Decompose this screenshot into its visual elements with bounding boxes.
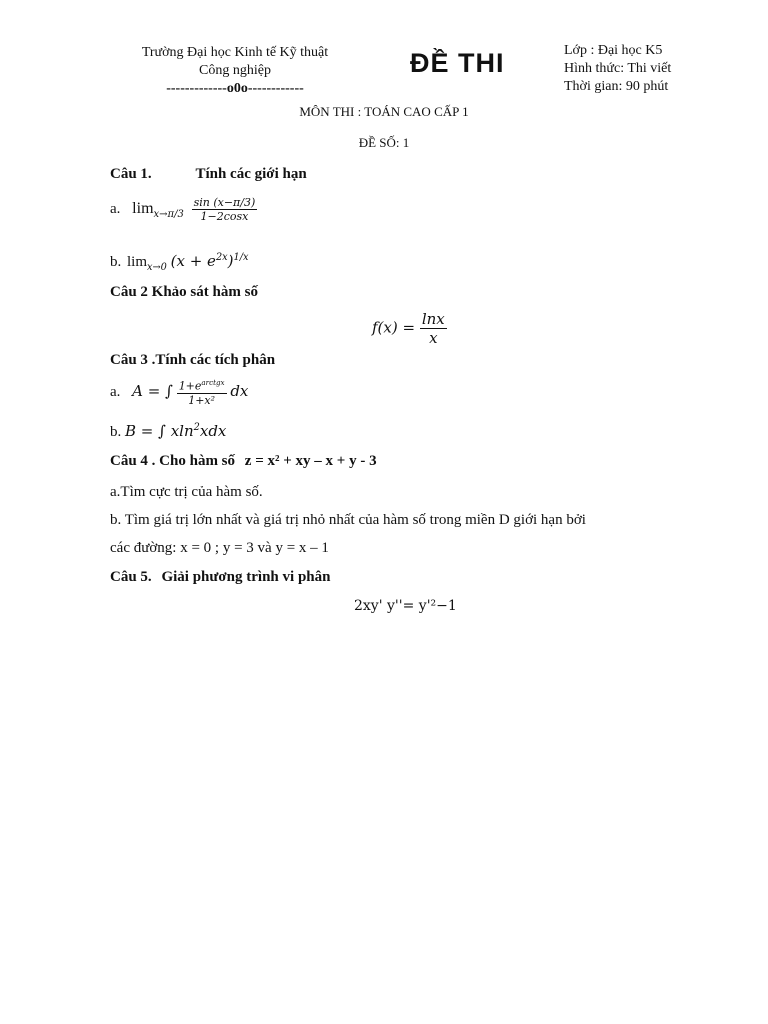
q2-numerator: lnx (421, 310, 445, 328)
exam-meta (564, 42, 671, 96)
q3-b-tail: xdx (199, 422, 227, 440)
school-line-2: Công nghiệp (199, 63, 271, 78)
q4-function: z = x² + xy – x + y - 3 (244, 453, 377, 469)
q3-b-exp: 2 (193, 422, 200, 433)
q2-denominator: x (429, 329, 438, 347)
q1-b-label: b. (110, 254, 122, 270)
q1-b-expr: (x + e (170, 252, 216, 270)
q1-text: Tính các giới hạn (195, 166, 307, 182)
school-name (110, 44, 360, 98)
q5-label: Câu 5. (110, 569, 152, 585)
q2-fraction (420, 310, 447, 347)
subject-line: MÔN THI : TOÁN CAO CẤP 1 (299, 104, 469, 119)
class-label: Lớp : Đại học K5 (564, 43, 663, 58)
q1-a-numerator: sin (x−π/3) (193, 196, 256, 209)
school-divider: -------------o0o------------ (166, 81, 304, 96)
q1-a-denominator: 1−2cosx (200, 210, 249, 223)
q1-b-exp: 2x (215, 252, 228, 263)
q1-a-sub: x→π/3 (153, 208, 184, 220)
q3-b-label: b. (110, 424, 122, 440)
q5-equation: 2xy' y''= y'²−1 (354, 598, 457, 614)
q3-b (110, 422, 226, 441)
q1-b (110, 252, 249, 273)
q1-heading (110, 166, 307, 183)
q1-b-sub: x→0 (147, 262, 167, 273)
q1-label: Câu 1. (110, 166, 152, 182)
q4-label: Câu 4 . Cho hàm số (110, 453, 236, 469)
q3-a-num-exp: arctgx (201, 378, 225, 387)
q3-a-num-base: 1+e (178, 379, 202, 393)
q1-b-lim: lim (127, 254, 148, 270)
exam-number: ĐỀ SỐ: 1 (358, 135, 410, 150)
q2-lhs: f(x) = (372, 318, 416, 337)
form-label: Hình thức: Thi viết (564, 61, 672, 76)
q4-a: a.Tìm cực trị của hàm số. (110, 484, 263, 500)
q2-heading: Câu 2 Khảo sát hàm số (110, 284, 258, 300)
q5-heading (110, 569, 330, 586)
q3-a-fraction (177, 378, 227, 407)
q4-b-line2: các đường: x = 0 ; y = 3 và y = x – 1 (110, 540, 329, 556)
school-line-1: Trường Đại học Kinh tế Kỹ thuật (141, 45, 329, 60)
q3-a-label: a. (110, 383, 121, 400)
q3-heading: Câu 3 .Tính các tích phân (110, 352, 276, 368)
q1-a-lim: lim (132, 199, 154, 217)
q3-a-numerator (177, 378, 227, 394)
q1-b-close: ) (227, 252, 234, 270)
q1-a-fraction (192, 196, 258, 223)
q3-a-dx: dx (230, 381, 249, 400)
q3-b-expr: B = ∫ xln (125, 422, 194, 440)
q3-a (110, 378, 248, 407)
q4-heading (110, 453, 377, 470)
q4-b-line1: b. Tìm giá trị lớn nhất và giá trị nhỏ nhất của hàm số trong miền D giới hạn bởi (110, 512, 586, 528)
q1-a (110, 196, 257, 223)
time-label: Thời gian: 90 phút (564, 79, 669, 94)
q2-formula (372, 310, 447, 347)
exam-title: ĐỀ THI (410, 48, 505, 78)
q3-a-denominator: 1+x² (188, 393, 216, 407)
q1-a-label: a. (110, 200, 121, 217)
q1-b-power: 1/x (233, 252, 249, 263)
q3-a-lhs: A = ∫ (132, 381, 173, 400)
q5-text: Giải phương trình vi phân (161, 569, 331, 585)
